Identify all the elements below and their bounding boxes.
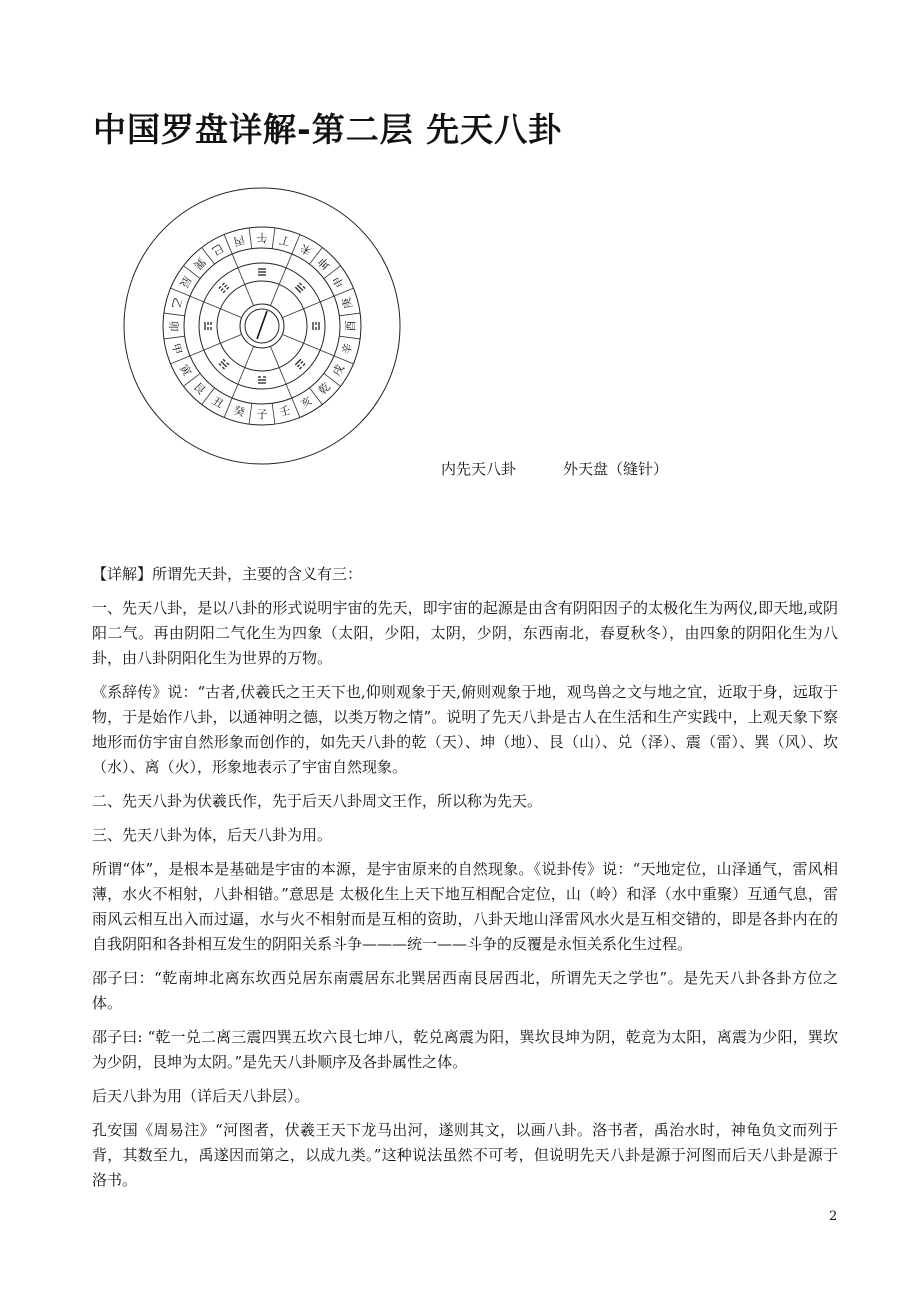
- article-body: [92, 562, 838, 1202]
- ring-label: 癸: [232, 403, 247, 420]
- trigram-divider: [232, 346, 253, 398]
- ring-label: 乾: [316, 380, 334, 398]
- trigram-divider: [190, 334, 242, 355]
- trigram-symbol: [295, 283, 305, 293]
- ring-label: 丙: [232, 232, 247, 249]
- ring-label: 坤: [316, 254, 334, 272]
- ring-label: 辰: [176, 273, 194, 290]
- ring-divider: [339, 313, 360, 316]
- trigram-symbol: [258, 269, 266, 275]
- ring-label: 巽: [190, 254, 208, 272]
- page-number: 2: [829, 1209, 838, 1224]
- trigram-divider: [270, 254, 291, 306]
- ring-label: 酉: [344, 320, 357, 332]
- compass-needle: [257, 311, 267, 339]
- ring-label: 丁: [277, 232, 292, 249]
- ring-label: 卯: [167, 320, 180, 332]
- ring-divider: [249, 403, 252, 424]
- ring-label: 子: [256, 408, 268, 421]
- trigram-divider: [232, 254, 253, 306]
- ring-label: 庚: [339, 296, 356, 311]
- ring-label: 午: [256, 231, 268, 244]
- trigram-symbol: [258, 377, 266, 383]
- ring-label: 甲: [168, 341, 185, 356]
- trigram-symbol: [313, 322, 319, 330]
- caption-inner-xiantian: 内先天八卦: [441, 460, 517, 478]
- trigram-symbol: [295, 359, 305, 369]
- paragraph: 《系辞传》说：“古者,伏羲氏之王天下也,仰则观象于天,俯则观象于地，观鸟兽之文与地之宜，近取于身，远取于物，于是始作八卦，以通神明之德，以类万物之情”。说明了先天八卦是古人在生活和生产实践中，上观天象下察地形而仿宇宙自然形象而创作的，如先天八卦的乾（天）、坤（地）、艮（山）、兑（泽）、震（雷）、巽（风）、坎（水）、离（火），形象地表示了宇宙自然现象。: [92, 683, 838, 776]
- trigram-divider: [190, 296, 242, 317]
- ring-label: 申: [330, 273, 348, 290]
- ring-label: 乙: [168, 296, 185, 311]
- ring-label: 艮: [190, 380, 208, 398]
- ring-divider: [164, 336, 185, 339]
- ring-divider: [292, 235, 300, 254]
- trigram-symbol: [219, 359, 229, 369]
- ring-label: 未: [298, 240, 315, 258]
- paragraph: 三、先天八卦为体，后天八卦为用。: [92, 826, 333, 844]
- paragraph: 二、先天八卦为伏羲氏作，先于后天八卦周文王作，所以称为先天。: [92, 792, 543, 810]
- ring-divider: [249, 228, 252, 249]
- page-title: 中国罗盘详解-第二层 先天八卦: [93, 110, 563, 149]
- ring-divider: [339, 336, 360, 339]
- paragraph: 邵子曰：“乾南坤北离东坎西兑居东南震居东北巽居西南艮居西北，所谓先天之学也”。是先天八卦各卦方位之体。: [92, 969, 838, 1012]
- ring-divider: [334, 356, 353, 364]
- ring-label: 丑: [209, 394, 226, 412]
- luopan-compass-diagram: [122, 186, 402, 466]
- trigram-symbol: [219, 283, 229, 293]
- ring-divider: [164, 313, 185, 316]
- trigram-divider: [270, 346, 291, 398]
- ring-divider: [272, 403, 275, 424]
- ring-divider: [171, 288, 190, 296]
- ring-label: 壬: [277, 403, 292, 420]
- paragraph: 一、先天八卦，是以八卦的形式说明宇宙的先天，即宇宙的起源是由含有阴阳因子的太极化生为两仪,即天地,或阴阳二气。再由阴阳二气化生为四象（太阳，少阳，太阴，少阴，东西南北，春夏秋冬），由四象的阴阳化生为八卦，由八卦阴阳化生为世界的万物。: [92, 599, 838, 667]
- paragraph: 【详解】所谓先天卦，主要的含义有三：: [92, 565, 363, 583]
- ring-divider: [224, 398, 232, 417]
- paragraph: 后天八卦为用（详后天八卦层）。: [92, 1087, 310, 1105]
- ring-label: 寅: [176, 362, 194, 379]
- paragraph: 孔安国《周易注》“河图者，伏羲王天下龙马出河，遂则其文，以画八卦。洛书者，禹治水时，神龟负文而列于背，其数至九，禹遂因而第之，以成九类。”这种说法虽然不可考，但说明先天八卦是源于河图而后天八卦是源于洛书。: [92, 1121, 838, 1189]
- ring-divider: [272, 228, 275, 249]
- trigram-symbol: [205, 322, 211, 330]
- ring-label: 巳: [209, 240, 226, 258]
- caption-outer-tianpan: 外天盘（缝针）: [563, 460, 669, 478]
- ring-label: 辛: [339, 341, 356, 356]
- paragraph: 所谓“体”，是根本是基础是宇宙的本源，是宇宙原来的自然现象。《说卦传》说：“天地定位，山泽通气，雷风相薄，水火不相射，八卦相错。”意思是 太极化生上天下地互相配合定位，山（岭）和泽（水中重聚）互通气息，雷雨风云相互出入而过逼，水与火不相射而是互相的资助，八卦天地山泽雷风水火是互相交错的，即是各卦内在的自我阴阳和各卦相互发生的阴阳关系斗争———统一——斗争的反覆是永恒关系化生过程。: [92, 860, 838, 953]
- paragraph: 邵子曰: “乾一兑二离三震四巽五坎六艮七坤八，乾兑离震为阳，巽坎艮坤为阴，乾竞为太阳，离震为少阳，巽坎为少阴，艮坤为太阴。”是先天八卦顺序及各卦属性之体。: [92, 1028, 838, 1071]
- trigram-divider: [282, 334, 334, 355]
- trigram-divider: [282, 296, 334, 317]
- ring-label: 戌: [330, 362, 348, 379]
- ring-label: 亥: [298, 394, 315, 412]
